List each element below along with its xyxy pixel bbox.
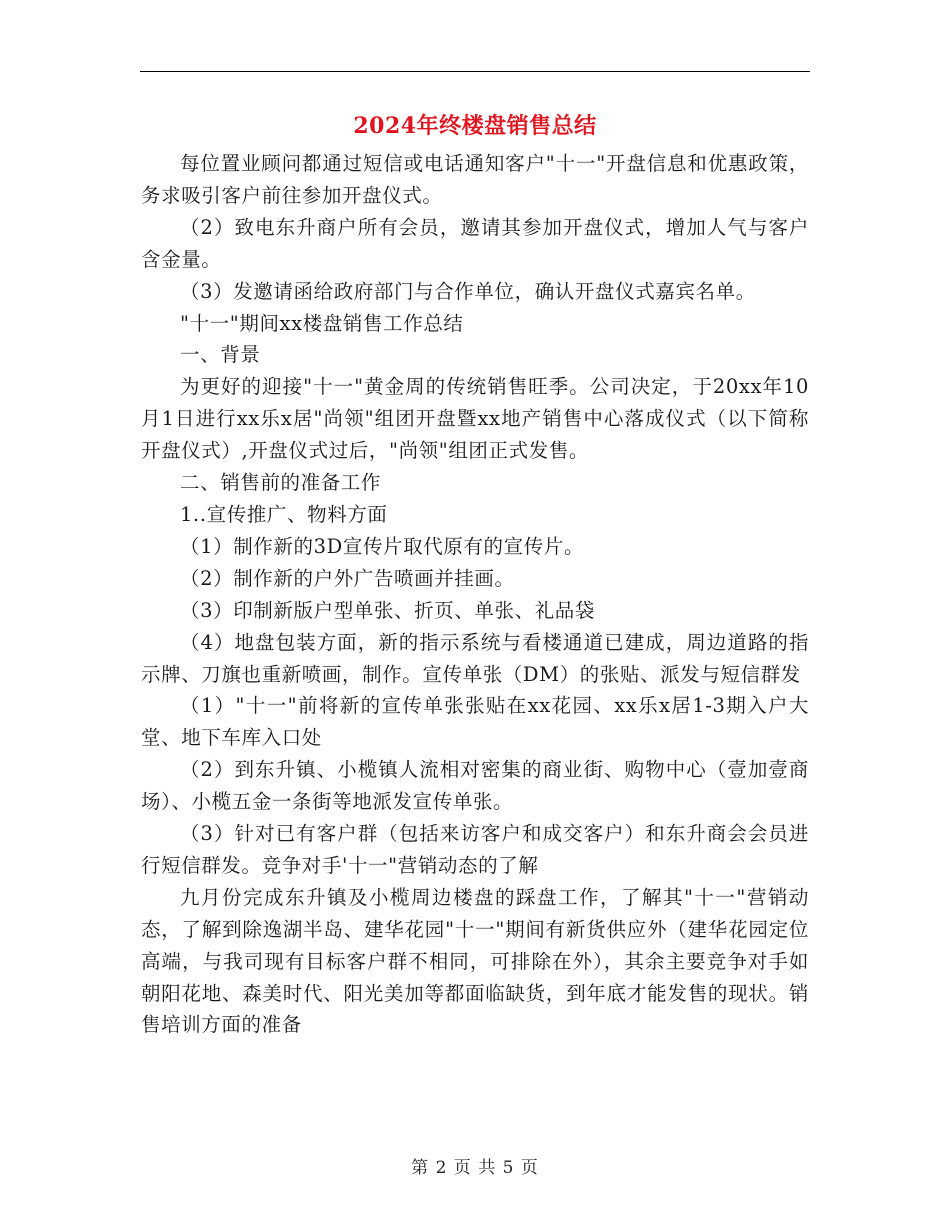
paragraph: （3）印制新版户型单张、折页、单张、礼品袋 <box>180 598 596 622</box>
paragraph: （1）制作新的3D宣传片取代原有的宣传片。 <box>180 534 585 558</box>
document-title: 2024年终楼盘销售总结 <box>353 113 597 139</box>
paragraph: （3）发邀请函给政府部门与合作单位，确认开盘仪式嘉宾名单。 <box>180 279 756 303</box>
header-rule <box>140 71 810 72</box>
paragraph: （2）制作新的户外广告喷画并挂画。 <box>180 566 515 590</box>
paragraph: （2）致电东升商户所有会员，邀请其参加开盘仪式，增加人气与客户含金量。 <box>141 215 809 271</box>
paragraph: 二、销售前的准备工作 <box>180 471 382 495</box>
paragraph: 每位置业顾问都通过短信或电话通知客户"十一"开盘信息和优惠政策，务求吸引客户前往参加开盘仪式。 <box>141 152 809 207</box>
paragraph: 1..宣传推广、物料方面 <box>180 502 388 526</box>
paragraph: 一、背景 <box>180 343 261 367</box>
paragraph: （2）到东升镇、小榄镇人流相对密集的商业街、购物中心（壹加壹商场）、小榄五金一条街等地派发宣传单张。 <box>141 758 809 814</box>
document-body <box>141 148 809 1041</box>
paragraph: （4）地盘包装方面，新的指示系统与看楼通道已建成，周边道路的指示牌、刀旗也重新喷画，制作。宣传单张（DM）的张贴、派发与短信群发 <box>141 630 809 686</box>
page-footer: 第 2 页 共 5 页 <box>411 1158 539 1178</box>
paragraph: （1）"十一"前将新的宣传单张张贴在xx花园、xx乐x居1-3期入户大堂、地下车库入口处 <box>141 694 809 750</box>
paragraph: （3）针对已有客户群（包括来访客户和成交客户）和东升商会会员进行短信群发。竞争对手'十一"营销动态的了解 <box>141 822 809 877</box>
paragraph: 九月份完成东升镇及小榄周边楼盘的踩盘工作，了解其"十一"营销动态，了解到除逸湖半岛、建华花园"十一"期间有新货供应外（建华花园定位高端，与我司现有目标客户群不相同，可排除在外），其余主要竞争对手如朝阳花地、森美时代、阳光美加等都面临缺货，到年底才能发售的现状。销售培训方面的准备 <box>141 885 809 1037</box>
paragraph: "十一"期间xx楼盘销售工作总结 <box>180 311 464 335</box>
paragraph: 为更好的迎接"十一"黄金周的传统销售旺季。公司决定，于20xx年10月1日进行xx乐x居"尚领"组团开盘暨xx地产销售中心落成仪式（以下简称开盘仪式）,开盘仪式过后，"尚领"组团正式发售。 <box>141 375 809 463</box>
